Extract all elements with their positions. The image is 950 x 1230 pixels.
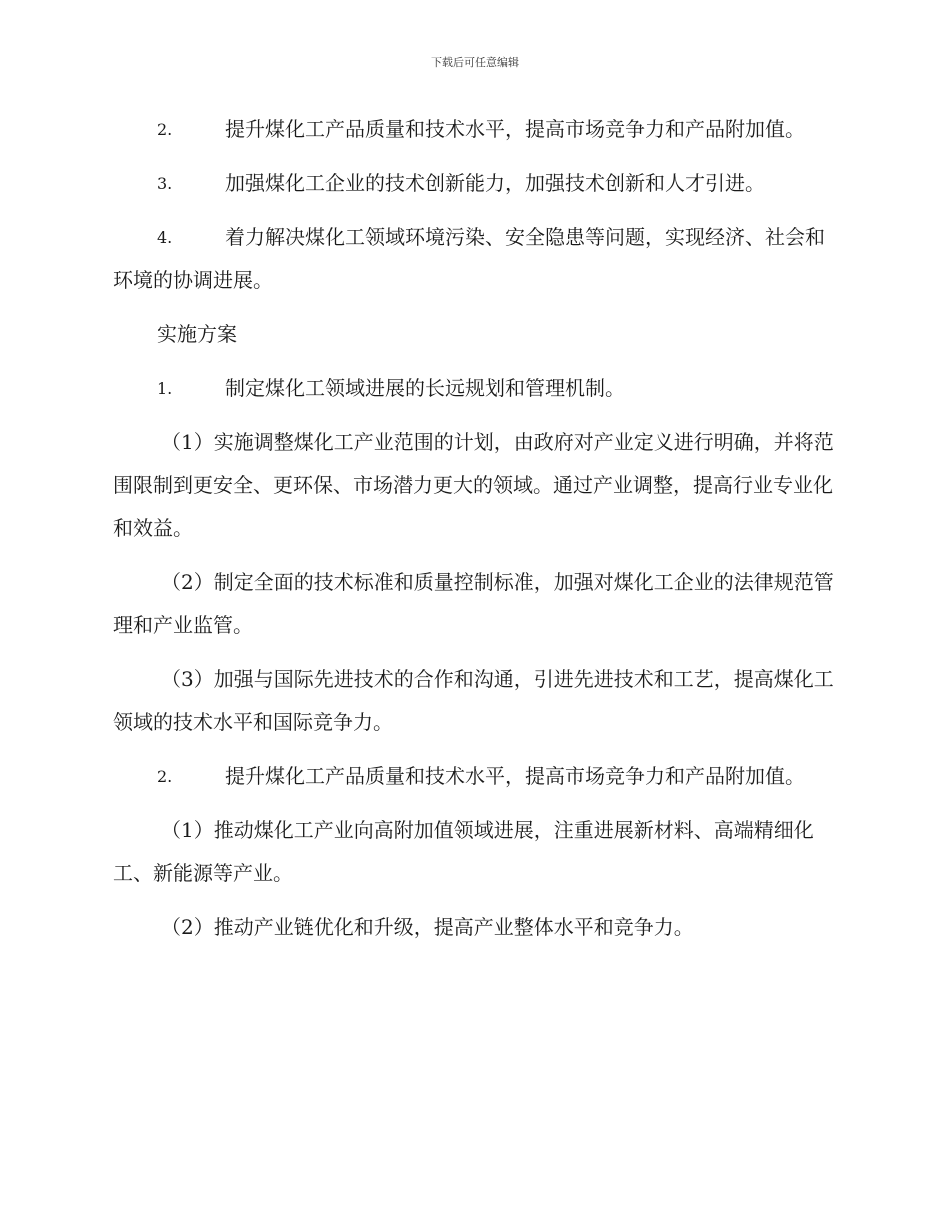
item-text: 着力解决煤化工领域环境污染、安全隐患等问题，实现经济、社会和环境的协调进展。 (113, 225, 825, 292)
item-number: 1. (157, 379, 173, 398)
sub-item: （2）制定全面的技术标准和质量控制标准，加强对煤化工企业的法律规范管理和产业监管。 (113, 570, 834, 637)
list-item (113, 216, 838, 302)
sub-item: （2）推动产业链优化和升级，提高产业整体水平和竞争力。 (161, 915, 694, 939)
document-body (113, 108, 838, 960)
item-number: 2. (157, 767, 173, 786)
sub-item: （1）实施调整煤化工产业范围的计划，由政府对产业定义进行明确，并将范围限制到更安全、更环保、市场潜力更大的领域。通过产业调整，提高行业专业化和效益。 (113, 430, 834, 540)
list-item (113, 367, 838, 410)
list-item (113, 162, 838, 205)
item-number: 4. (157, 228, 173, 247)
item-text: 提升煤化工产品质量和技术水平，提高市场竞争力和产品附加值。 (225, 117, 805, 141)
page-header: 下载后可任意编辑 (431, 56, 519, 69)
item-text: 加强煤化工企业的技术创新能力，加强技术创新和人才引进。 (225, 171, 765, 195)
item-text: 制定煤化工领域进展的长远规划和管理机制。 (225, 376, 625, 400)
item-number: 3. (157, 174, 173, 193)
list-item (113, 108, 838, 151)
sub-item: （3）加强与国际先进技术的合作和沟通，引进先进技术和工艺，提高煤化工领域的技术水平和国际竞争力。 (113, 667, 834, 734)
list-item (113, 755, 838, 798)
section-heading: 实施方案 (157, 322, 237, 346)
item-number: 2. (157, 120, 173, 139)
item-text: 提升煤化工产品质量和技术水平，提高市场竞争力和产品附加值。 (225, 764, 805, 788)
sub-item: （1）推动煤化工产业向高附加值领域进展，注重进展新材料、高端精细化工、新能源等产业。 (113, 818, 814, 885)
